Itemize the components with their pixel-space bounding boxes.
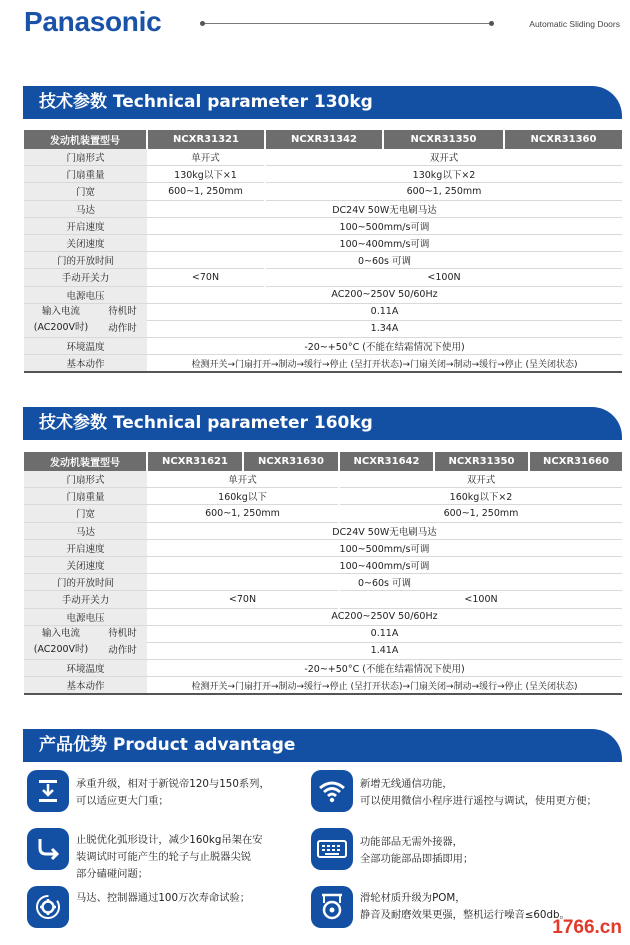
section-banner-130kg: 技术参数 Technical parameter 130kg	[23, 86, 622, 119]
row-label: 门的开放时间	[24, 252, 147, 269]
advantage-text-line: 可以使用微信小程序进行遥控与调试，使用更方便；	[360, 795, 597, 807]
row-label: 门宽	[24, 505, 147, 522]
current-label: 输入电流	[41, 628, 80, 640]
advantage-text-line: 功能部品无需外接器，	[360, 836, 463, 848]
table-row	[24, 574, 622, 591]
row-label: 门扇形式	[24, 471, 147, 488]
cell-value: -20~+50°C (不能在结霜情况下使用)	[147, 338, 622, 355]
section-banner-advantage: 产品优势 Product advantage	[23, 729, 622, 762]
row-label: 开启速度	[24, 217, 147, 234]
cell-double: 600~1, 250mm	[265, 183, 622, 200]
header-model: NCXR31350	[434, 452, 529, 471]
header-divider	[203, 23, 491, 24]
cell-value: 0.11A	[147, 303, 622, 320]
table-row	[24, 269, 622, 286]
table-row	[24, 488, 622, 505]
cell-value: AC200~250V 50/60Hz	[147, 608, 622, 625]
table-row	[24, 183, 622, 200]
row-label: 开启速度	[24, 539, 147, 556]
advantage-text-line: 可以适应更大门重；	[76, 795, 169, 807]
row-label: 关闭速度	[24, 556, 147, 573]
advantage-text-line: 部分磕碰问题；	[76, 868, 149, 880]
row-label: 门的开放时间	[24, 574, 147, 591]
table-row	[24, 660, 622, 677]
pulley-wheel-icon	[311, 886, 353, 928]
cell-single: <70N	[147, 591, 339, 608]
table-row	[24, 471, 622, 488]
cell-value: 0.11A	[147, 625, 622, 642]
table-row	[24, 286, 622, 303]
advantage-text-line: 滑轮材质升级为POM，	[360, 892, 466, 904]
row-label: 电源电压	[24, 286, 147, 303]
header-model: NCXR31621	[147, 452, 243, 471]
header-subtitle: Automatic Sliding Doors	[529, 19, 620, 29]
wifi-icon	[311, 770, 353, 812]
table-header-row	[24, 130, 622, 149]
table-row	[24, 200, 622, 217]
header-model: NCXR31350	[383, 130, 504, 149]
cell-single: 130kg以下×1	[147, 166, 265, 183]
table-row	[24, 355, 622, 373]
table-row	[24, 252, 622, 269]
cell-double: 双开式	[339, 471, 622, 488]
table-header-row	[24, 452, 622, 471]
load-capacity-icon	[27, 770, 69, 812]
cell-single: 单开式	[147, 471, 339, 488]
row-label: 门宽	[24, 183, 147, 200]
row-label: 电源电压	[24, 608, 147, 625]
cell-double: <100N	[265, 269, 622, 286]
header-model: NCXR31360	[504, 130, 622, 149]
keyboard-icon	[311, 828, 353, 870]
cell-value: 100~500mm/s可调	[147, 539, 622, 556]
table-row	[24, 556, 622, 573]
row-label: 手动开关力	[24, 269, 147, 286]
header-model: NCXR31630	[243, 452, 339, 471]
brand-logo: Panasonic	[24, 6, 162, 37]
cell-double: 600~1, 250mm	[339, 505, 622, 522]
active-label: 动作时	[108, 322, 137, 334]
curved-arrow-icon	[27, 828, 69, 870]
advantage-text-line: 止脱优化弧形设计，减少160kg吊架在安	[76, 834, 263, 846]
header-model: NCXR31321	[147, 130, 265, 149]
cell-single: 160kg以下	[147, 488, 339, 505]
cell-double: 双开式	[265, 149, 622, 166]
table-row	[24, 522, 622, 539]
current-label: 输入电流	[41, 306, 80, 318]
cell-value: 100~400mm/s可调	[147, 556, 622, 573]
advantage-text-line: 新增无线通信功能，	[360, 778, 453, 790]
cell-double: 130kg以下×2	[265, 166, 622, 183]
row-label: 环境温度	[24, 338, 147, 355]
table-row	[24, 625, 622, 642]
header-model-label: 发动机装置型号	[24, 130, 147, 149]
cell-single: 600~1, 250mm	[147, 183, 265, 200]
cell-value: DC24V 50W无电刷马达	[147, 522, 622, 539]
header-model-label: 发动机装置型号	[24, 452, 147, 471]
row-label: 基本动作	[24, 677, 147, 695]
row-label-current	[24, 625, 147, 659]
header-model: NCXR31342	[265, 130, 383, 149]
cell-value: 检测开关→门扇打开→制动→缓行→停止 (呈打开状态)→门扇关闭→制动→缓行→停止 (呈关闭状态)	[147, 677, 622, 695]
row-label: 马达	[24, 200, 147, 217]
advantage-text-line: 承重升级，相对于新锐帝120与150系列，	[76, 778, 270, 790]
standby-label: 待机时	[108, 628, 137, 640]
table-row	[24, 591, 622, 608]
standby-label: 待机时	[108, 306, 137, 318]
table-row	[24, 608, 622, 625]
advantage-text-line: 静音及耐磨效果更强，整机运行噪音≤60db。	[360, 909, 570, 921]
advantage-text-line: 全部功能部品即插即用；	[360, 853, 474, 865]
cell-value: 0~60s 可调	[147, 574, 622, 591]
table-row	[24, 166, 622, 183]
header-model: NCXR31660	[529, 452, 622, 471]
active-label: 动作时	[108, 644, 137, 656]
cell-double: 160kg以下×2	[339, 488, 622, 505]
table-row	[24, 149, 622, 166]
cell-value: 检测开关→门扇打开→制动→缓行→停止 (呈打开状态)→门扇关闭→制动→缓行→停止 (呈关闭状态)	[147, 355, 622, 373]
parameter-table-160kg	[24, 452, 622, 695]
table-row	[24, 539, 622, 556]
cell-value: -20~+50°C (不能在结霜情况下使用)	[147, 660, 622, 677]
gear-cycle-icon	[27, 886, 69, 928]
current-condition: (AC200V时)	[33, 322, 89, 334]
current-condition: (AC200V时)	[33, 644, 89, 656]
header-model: NCXR31642	[339, 452, 434, 471]
cell-value: 100~500mm/s可调	[147, 217, 622, 234]
parameter-table-130kg	[24, 130, 622, 373]
cell-value: 1.41A	[147, 642, 622, 659]
row-label: 门扇重量	[24, 166, 147, 183]
cell-value: 100~400mm/s可调	[147, 234, 622, 251]
table-row	[24, 303, 622, 320]
cell-single: 600~1, 250mm	[147, 505, 339, 522]
cell-value: DC24V 50W无电刷马达	[147, 200, 622, 217]
row-label: 手动开关力	[24, 591, 147, 608]
table-row	[24, 338, 622, 355]
row-label: 门扇重量	[24, 488, 147, 505]
table-row	[24, 505, 622, 522]
cell-single: 单开式	[147, 149, 265, 166]
advantage-text-line: 马达、控制器通过100万次寿命试验；	[76, 892, 251, 904]
row-label: 基本动作	[24, 355, 147, 373]
table-row	[24, 217, 622, 234]
cell-value: 1.34A	[147, 320, 622, 337]
cell-value: AC200~250V 50/60Hz	[147, 286, 622, 303]
cell-single: <70N	[147, 269, 265, 286]
advantage-text-line: 装调试时可能产生的轮子与止脱器尖锐	[76, 851, 252, 863]
table-row	[24, 677, 622, 695]
watermark: 1766.cn	[552, 917, 622, 938]
cell-double: <100N	[339, 591, 622, 608]
row-label: 门扇形式	[24, 149, 147, 166]
row-label: 关闭速度	[24, 234, 147, 251]
row-label: 环境温度	[24, 660, 147, 677]
table-row	[24, 234, 622, 251]
cell-value: 0~60s 可调	[147, 252, 622, 269]
row-label-current	[24, 303, 147, 337]
section-banner-160kg: 技术参数 Technical parameter 160kg	[23, 407, 622, 440]
row-label: 马达	[24, 522, 147, 539]
